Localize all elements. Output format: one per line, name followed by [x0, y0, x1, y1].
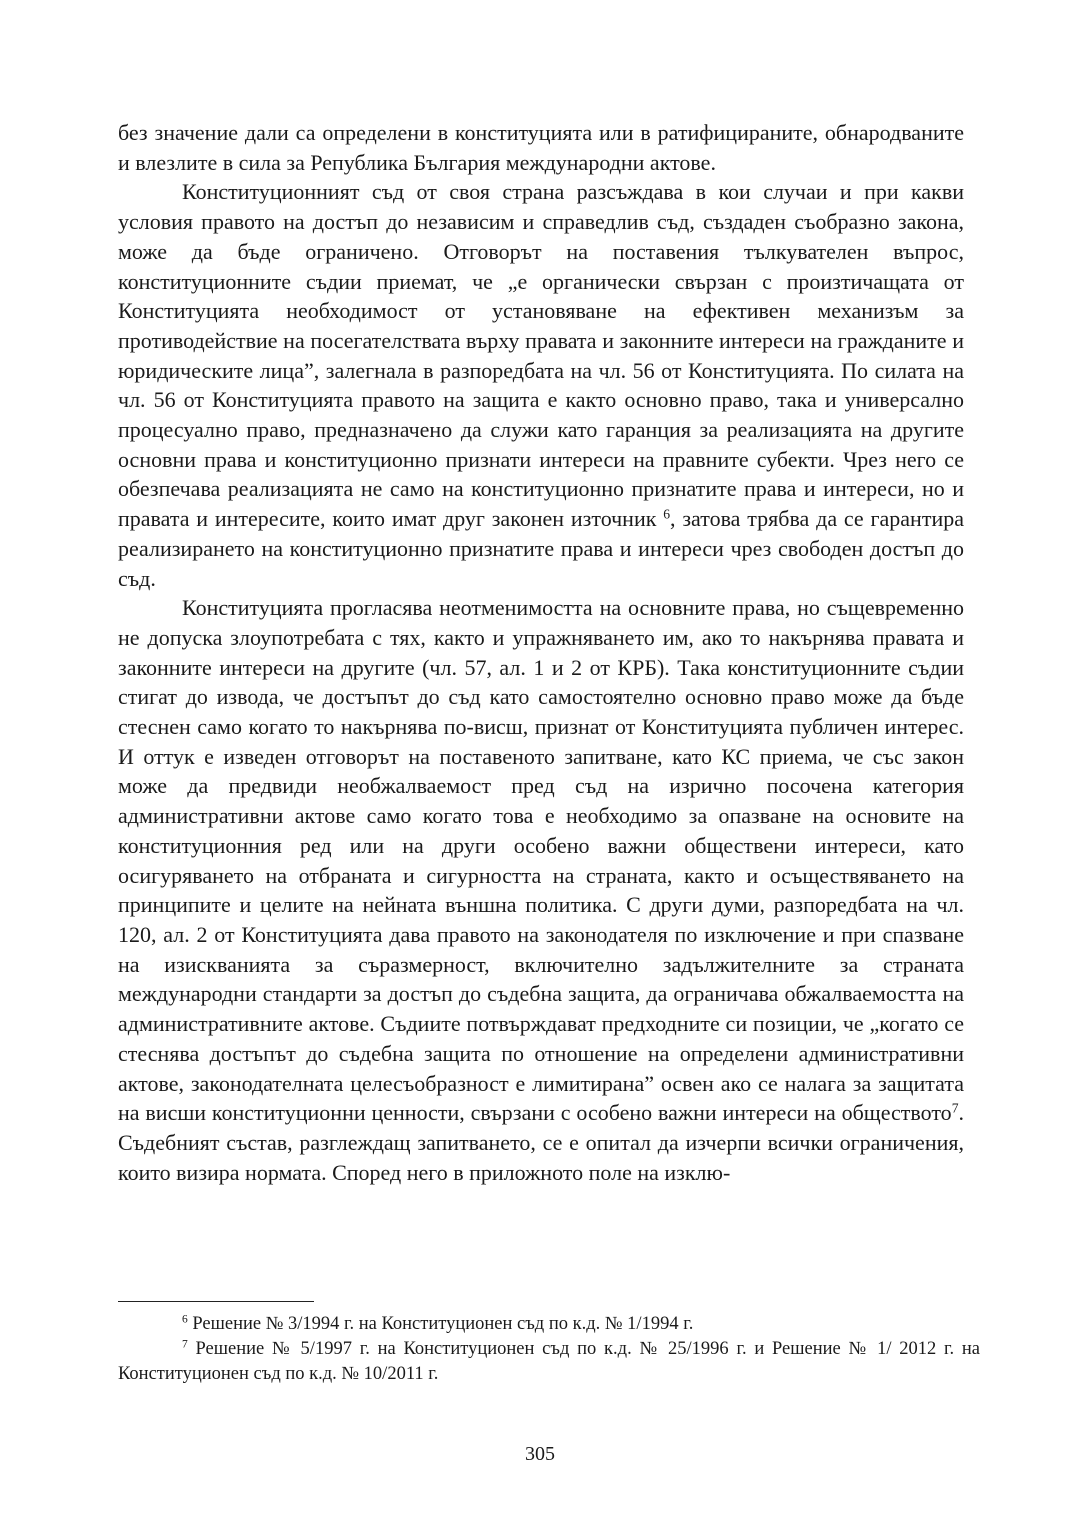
page-number: 305	[525, 1443, 555, 1465]
footnote-6-number: 6	[182, 1313, 188, 1326]
body-text	[118, 118, 964, 1187]
footnote-ref-7[interactable]: 7	[951, 1100, 959, 1116]
paragraph-1-text: без значение дали са определени в конституцията или в ратифицираните, обнародваните и влезлите в сила за Република България международни актове.	[118, 120, 964, 175]
footnotes	[118, 1312, 980, 1387]
paragraph-3-text-b: . Съдебният състав, разглеждащ запитването, се е опитал да изчерпи всички ограничения, които визира нормата. Според него в приложното поле на изклю-	[118, 1100, 964, 1185]
footnote-6-text: Решение № 3/1994 г. на Конституционен съд по к.д. № 1/1994 г.	[187, 1314, 694, 1334]
paragraph-1	[118, 118, 964, 177]
footnote-ref-6[interactable]: 6	[663, 506, 671, 522]
footnote-7	[118, 1337, 980, 1387]
paragraph-3	[118, 593, 964, 1187]
footnote-7-text: Решение № 5/1997 г. на Конституционен съд по к.д. № 25/1996 г. и Решение № 1/ 2012 г. на Конституционен съд по к.д. № 10/2011 г.	[118, 1339, 980, 1384]
footnote-divider	[118, 1301, 314, 1302]
paragraph-2-text-a: Конституционният съд от своя страна разсъждава в кои случаи и при какви условия правото на достъп до независим и справедлив съд, създаден съобразно закона, може да бъде ограничено. Отговорът на поставения тълкувателен въпрос, конституционните съдии приемат, че „е органически свързан с произтичащата от Конституцията необходимост от установяване на ефективен механизъм за противодействие на посегателствата върху правата и законните интереси на гражданите и юридическите лица”, залегнала в разпоредбата на чл. 56 от Конституцията. По силата на чл. 56 от Конституцията правото на защита е както основно право, така и универсално процесуално право, предназначено да служи като гаранция за реализацията на другите основни права и конституционно признати интереси на правните субекти. Чрез него се обезпечава реализацията не само на конституционно признатите права и интереси, но и правата и интересите, които имат друг законен източник	[118, 179, 964, 532]
footnote-7-number: 7	[182, 1338, 188, 1351]
paragraph-3-text-a: Конституцията прогласява неотменимостта на основните права, но същевременно не допуска злоупотребата с тях, както и упражняването им, ако то накърнява правата и законните интереси на другите (чл. 57, ал. 1 и 2 от КРБ). Така конституционните съдии стигат до извода, че достъпът до съд като самостоятелно основно право може да бъде стеснен само когато то накърнява по-висш, признат от Конституцията публичен интерес. И оттук е изведен отговорът на поставеното запитване, като КС приема, че със закон може да предвиди необжалваемост пред съд на изрично посочена категория административни актове само когато това е необходимо за опазване на основите на конституционния ред или на други особено важни обществени интереси, като осигуряването на отбраната и сигурността на страната, както и осъществяването на принципите и целите на нейната външна политика. С други думи, разпоредбата на чл. 120, ал. 2 от Конституцията дава правото на законодателя по изключение и при спазване на изискванията за съразмерност, включително задължителните за страната международни стандарти за достъп до съдебна защита, да ограничава обжалваемостта на административните актове. Съдиите потвърждават предходните си позиции, че „когато се стеснява достъпът до съдебна защита по отношение на определени административни актове, законодателната целесъобразност е лимитирана” освен ако се налага за защитата на висши конституционни ценности, свързани с особено важни интереси на обществото	[118, 595, 964, 1126]
footnote-6	[118, 1312, 980, 1337]
paragraph-2	[118, 177, 964, 593]
paragraph-2-text-b: , затова трябва да се гарантира реализирането на конституционно признатите права и интереси чрез свободен достъп до съд.	[118, 506, 964, 591]
